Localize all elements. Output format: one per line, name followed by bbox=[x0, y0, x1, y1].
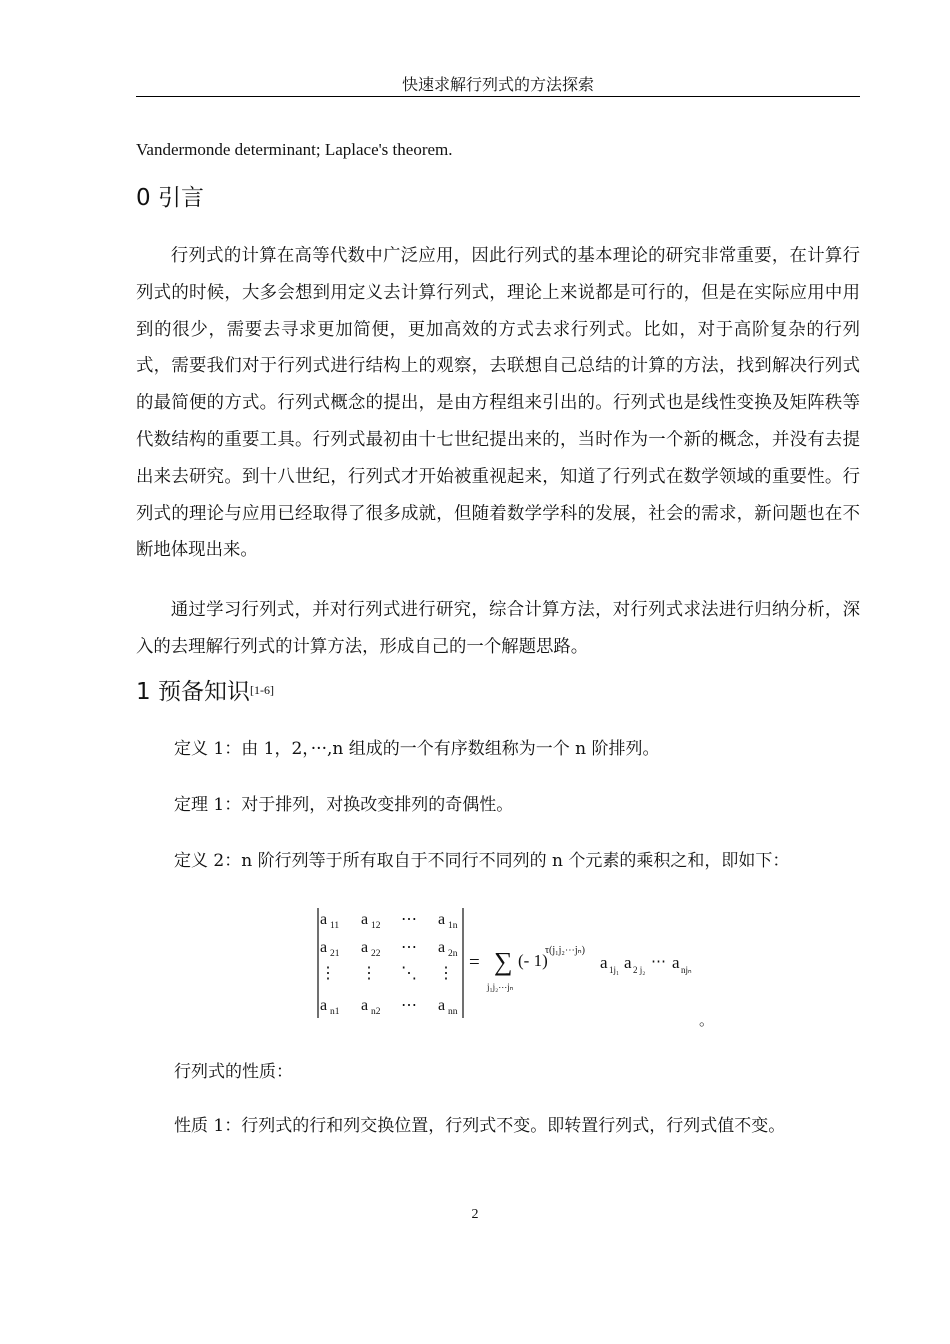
product-ellipsis: ⋯ bbox=[651, 954, 666, 970]
matrix-subscript-r1-c1: 11 bbox=[330, 921, 340, 931]
product-a-n: a bbox=[672, 953, 680, 972]
equals-sign: = bbox=[469, 952, 480, 973]
product-a-2: a bbox=[624, 953, 632, 972]
property-1: 性质 1：行列式的行和列交换位置，行列式不变。即转置行列式，行列式值不变。 bbox=[174, 1116, 786, 1136]
running-header-title: 快速求解行列式的方法探索 bbox=[401, 75, 594, 94]
matrix-entry-r2-c1: a bbox=[320, 939, 328, 956]
definition-2: 定义 2：n 阶行列等于所有取自于不同行不同列的 n 个元素的乘积之和，即如下： bbox=[174, 851, 790, 871]
section-heading-preliminaries bbox=[136, 677, 860, 707]
matrix-subscript-r2-c4: 2n bbox=[448, 949, 458, 959]
theorem-1: 定理 1：对于排列，对换改变排列的奇偶性。 bbox=[174, 795, 514, 815]
sign-exponent: τ(j₁j₂⋯jₙ) bbox=[545, 945, 585, 956]
matrix-entry-r2-c4: a bbox=[438, 939, 446, 956]
matrix-entry-r1-c2: a bbox=[361, 911, 369, 928]
matrix-entry-r3-c3: ⋱ bbox=[401, 965, 417, 982]
product-subscript-n: njₙ bbox=[681, 965, 692, 975]
matrix-entry-r4-c1: a bbox=[320, 997, 328, 1014]
properties-heading: 行列式的性质： bbox=[174, 1062, 293, 1082]
matrix-entry-r2-c3: ⋯ bbox=[401, 939, 417, 956]
matrix-subscript-r2-c2: 22 bbox=[371, 949, 381, 959]
matrix-entry-r1-c3: ⋯ bbox=[401, 911, 417, 928]
page-number: 2 bbox=[471, 1207, 479, 1222]
matrix-subscript-r1-c2: 12 bbox=[371, 921, 381, 931]
keywords-tail: Vandermonde determinant; Laplace's theorem. bbox=[136, 140, 453, 159]
matrix-entry-r3-c2: ⋮ bbox=[361, 965, 377, 982]
summation-index: j₁j₂⋯jₙ bbox=[487, 982, 514, 992]
matrix-subscript-r4-c4: nn bbox=[448, 1007, 458, 1017]
product-subscript-1: 1j₁ bbox=[609, 965, 620, 975]
matrix-subscript-r2-c1: 21 bbox=[330, 949, 340, 959]
matrix-entry-r4-c3: ⋯ bbox=[401, 997, 417, 1014]
definition-1: 定义 1：由 1，2，···,n 组成的一个有序数组称为一个 n 阶排列。 bbox=[174, 739, 660, 759]
header-rule bbox=[136, 96, 860, 97]
product-a-1: a bbox=[600, 953, 608, 972]
matrix-subscript-r1-c4: 1n bbox=[448, 921, 458, 931]
sign-factor: (- 1) bbox=[518, 951, 548, 970]
formula-end-mark: 。 bbox=[699, 1013, 715, 1029]
matrix-subscript-r4-c1: n1 bbox=[330, 1007, 340, 1017]
matrix-entry-r1-c1: a bbox=[320, 911, 328, 928]
section-heading-introduction bbox=[136, 183, 860, 213]
matrix-entry-r1-c4: a bbox=[438, 911, 446, 928]
matrix-subscript-r4-c2: n2 bbox=[371, 1007, 381, 1017]
product-subscript-2: 2 j₂ bbox=[633, 965, 646, 975]
section-heading-text: 0 引言 bbox=[136, 185, 204, 211]
matrix-entry-r4-c2: a bbox=[361, 997, 369, 1014]
intro-paragraph-1: 行列式的计算在高等代数中广泛应用，因此行列式的基本理论的研究非常重要，在计算行列式的时候，大多会想到用定义去计算行列式，理论上来说都是可行的，但是在实际应用中用到的很少，需要去寻求更加简便，更加高效的方式去求行列式。比如，对于高阶复杂的行列式，需要我们对于行列式进行结构上的观察，去联想自己总结的计算的方法，找到解决行列式的最简便的方式。行列式概念的提出，是由方程组来引出的。行列式也是线性变换及矩阵秩等代数结构的重要工具。行列式最初由十七世纪提出来的，当时作为一个新的概念，并没有去提出来去研究。到十八世纪，行列式才开始被重视起来，知道了行列式在数学领域的重要性。行列式的理论与应用已经取得了很多成就，但随着数学学科的发展，社会的需求，新问题也在不断地体现出来。 bbox=[136, 246, 860, 561]
matrix-entry-r3-c1: ⋮ bbox=[320, 965, 336, 982]
matrix-entry-r2-c2: a bbox=[361, 939, 369, 956]
citation-reference: [1-6] bbox=[249, 683, 274, 697]
determinant-formula bbox=[300, 890, 730, 1040]
summation-symbol: ∑ bbox=[494, 947, 513, 976]
intro-paragraph-2: 通过学习行列式，并对行列式进行研究，综合计算方法，对行列式求法进行归纳分析，深入的去理解行列式的计算方法，形成自己的一个解题思路。 bbox=[136, 600, 860, 657]
matrix-entry-r3-c4: ⋮ bbox=[438, 965, 454, 982]
section-heading-text: 1 预备知识 bbox=[136, 679, 250, 705]
determinant-matrix bbox=[320, 911, 458, 1017]
matrix-entry-r4-c4: a bbox=[438, 997, 446, 1014]
